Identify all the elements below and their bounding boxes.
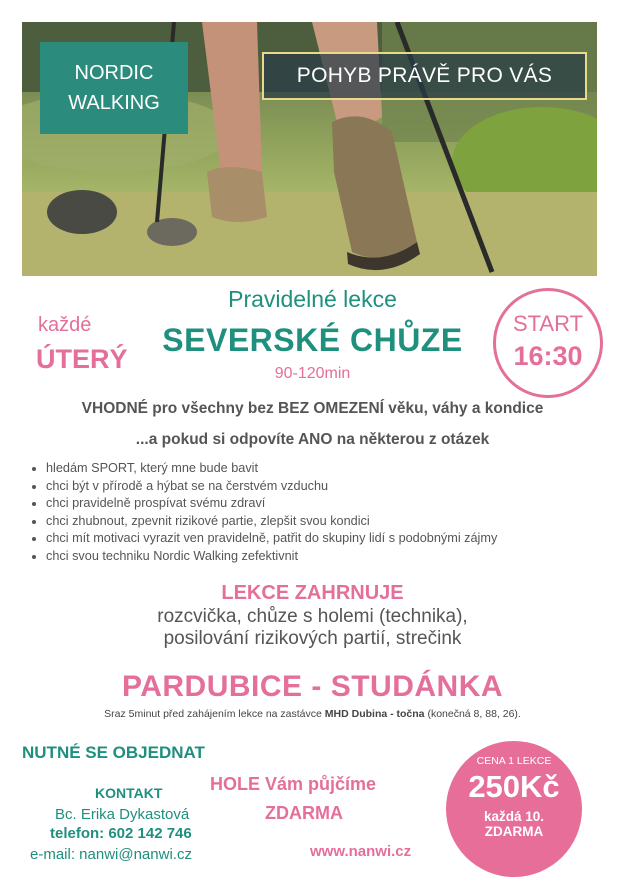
poles-offer: HOLE Vám půjčíme bbox=[210, 774, 377, 794]
schedule-every: každé bbox=[38, 314, 92, 336]
poles-offer-free: ZDARMA bbox=[265, 803, 343, 823]
badge-line-1: NORDIC bbox=[74, 62, 154, 84]
lesson-regular-heading: Pravidelné lekce bbox=[228, 286, 397, 312]
meeting-prefix: Sraz 5minut před zahájením lekce na zastávce bbox=[104, 708, 325, 720]
includes-heading: LEKCE ZAHRNUJE bbox=[221, 582, 404, 604]
includes-text bbox=[0, 606, 625, 650]
lesson-name-heading: SEVERSKÉ CHŮZE bbox=[162, 322, 463, 358]
list-item: • chci být v přírodě a hýbat se na čerstvém vzduchu bbox=[46, 478, 497, 496]
start-time: 16:30 bbox=[513, 341, 583, 371]
location-city: PARDUBICE - STUDÁNKA bbox=[121, 670, 504, 703]
contact-email[interactable]: e-mail: nanwi@nanwi.cz bbox=[30, 846, 192, 863]
meeting-stop: MHD Dubina - točna bbox=[324, 708, 425, 720]
start-time-badge bbox=[493, 288, 603, 398]
price-offer-2: ZDARMA bbox=[484, 824, 544, 839]
includes-line-1: rozcvička, chůze s holemi (technika), bbox=[157, 606, 468, 627]
lesson-duration: 90-120min bbox=[274, 365, 351, 382]
website-link[interactable]: www.nanwi.cz bbox=[310, 843, 412, 860]
list-item: • chci zhubnout, zpevnit rizikové partie, zlepšit svou kondici bbox=[46, 513, 497, 531]
schedule-day: ÚTERÝ bbox=[36, 344, 128, 374]
contact-heading: KONTAKT bbox=[95, 785, 163, 801]
slogan-banner: POHYB PRÁVĚ PRO VÁS bbox=[262, 52, 587, 100]
price-offer-1: každá 10. bbox=[483, 809, 545, 824]
list-item: • chci mít motivaci vyrazit ven pravidelně, patřit do skupiny lidí s podobnými zájmy bbox=[46, 530, 497, 548]
benefit-list bbox=[28, 460, 497, 566]
suitable-statement: VHODNÉ pro všechny bez BEZ OMEZENÍ věku, váhy a kondice bbox=[81, 400, 544, 417]
meeting-info bbox=[0, 708, 625, 720]
price-badge bbox=[446, 741, 582, 877]
list-item: • chci svou techniku Nordic Walking zefektivnit bbox=[46, 548, 497, 566]
badge-line-2: WALKING bbox=[68, 92, 160, 114]
meeting-suffix: (konečná 8, 88, 26). bbox=[424, 708, 521, 720]
order-required: NUTNÉ SE OBJEDNAT bbox=[22, 743, 205, 762]
list-item: • chci pravidelně prospívat svému zdraví bbox=[46, 495, 497, 513]
nordic-walking-badge bbox=[40, 42, 188, 134]
contact-name: Bc. Erika Dykastová bbox=[55, 806, 190, 823]
contact-phone: telefon: 602 142 746 bbox=[50, 825, 192, 842]
price-amount: 250Kč bbox=[468, 769, 560, 804]
question-statement: ...a pokud si odpovíte ANO na některou z otázek bbox=[135, 431, 490, 448]
list-item: • hledám SPORT, který mne bude bavit bbox=[46, 460, 497, 478]
start-label: START bbox=[512, 311, 584, 336]
price-label: CENA 1 LEKCE bbox=[476, 755, 552, 767]
includes-line-2: posilování rizikových partií, strečink bbox=[163, 628, 462, 649]
